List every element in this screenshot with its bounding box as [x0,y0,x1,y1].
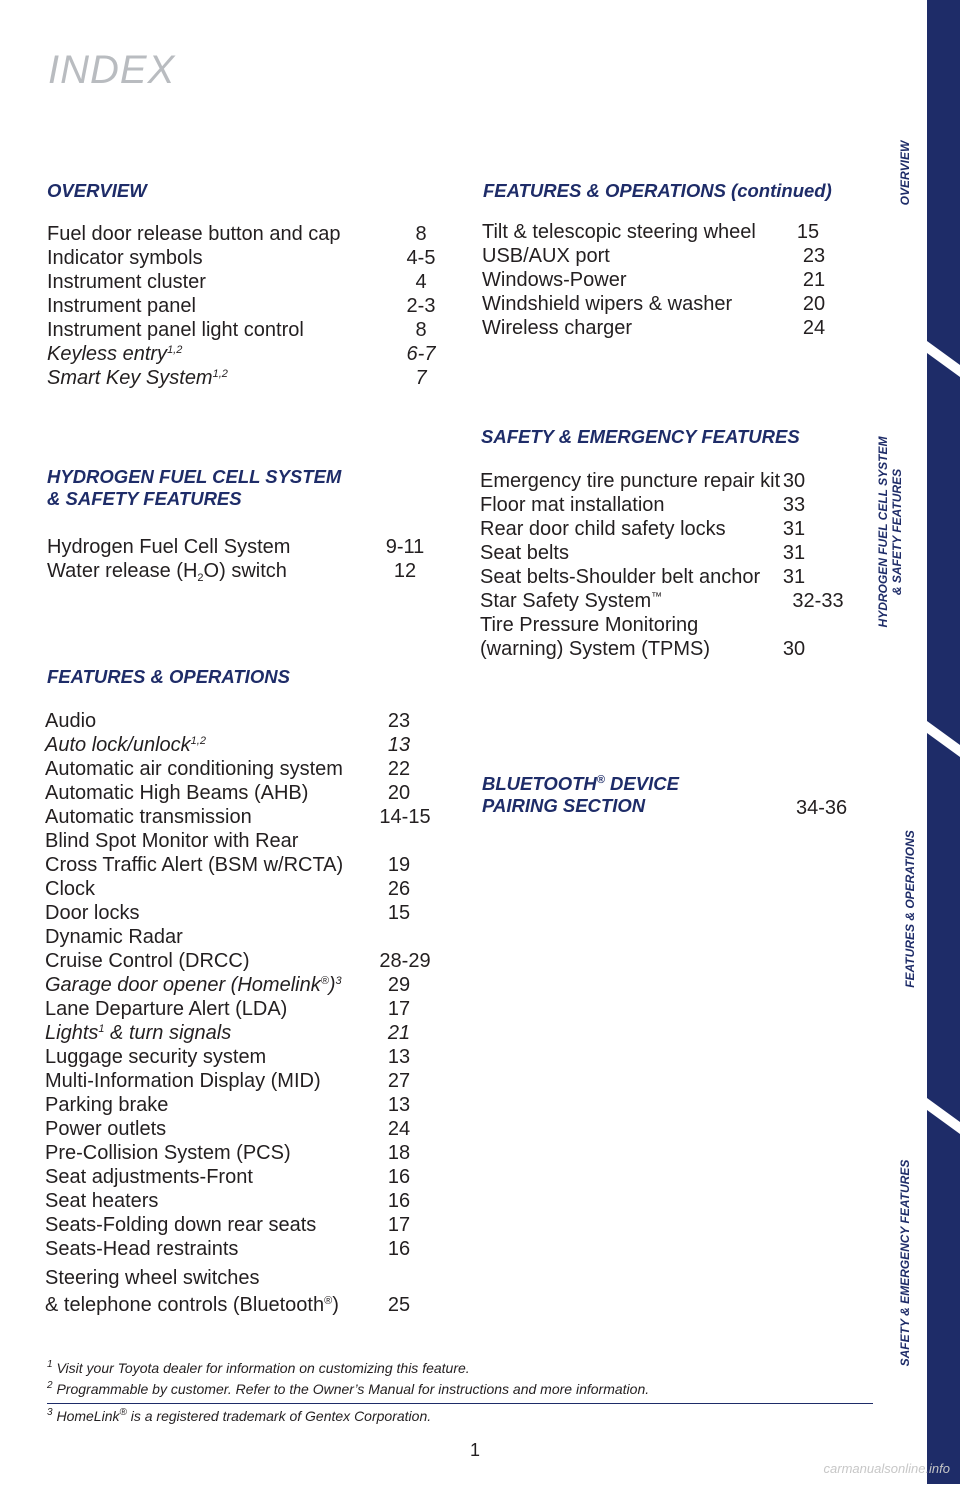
list-item: Pre-Collision System (PCS) 18 [45,1142,411,1164]
overview-list [47,222,447,390]
list-item: Power outlets 24 [45,1118,411,1140]
list-item: Seat adjustments-Front 16 [45,1166,411,1188]
item-page: 9-11 [385,536,425,558]
list-item: Multi-Information Display (MID) 27 [45,1070,411,1092]
item-page: 2-3 [406,295,436,317]
item-page: 6-7 [406,343,436,365]
item-label: Keyless entry$^{1,2}$ [47,343,183,365]
page-number: 1 [470,1440,481,1460]
list-item: Audio 23 [45,710,411,732]
item-label: Hydrogen Fuel Cell System [47,536,291,558]
footnote-1: $^1$ Visit your Toyota dealer for information on customizing this feature. [47,1359,470,1376]
tab-features-operations[interactable]: FEATURES & OPERATIONS [903,830,917,988]
list-item [47,270,447,294]
page-title: INDEX [48,48,176,92]
list-item: Star Safety System™ 32-33 [480,590,844,612]
safety-heading: SAFETY & EMERGENCY FEATURES [481,426,800,447]
footnote-divider [47,1403,873,1404]
list-item: Clock 26 [45,878,411,900]
features-continued-list [482,220,882,340]
list-item: Cross Traffic Alert (BSM w/RCTA) 19 [45,854,411,876]
bluetooth-heading: BLUETOOTH® DEVICE PAIRING SECTION [482,773,679,816]
list-item: Lights$^1$ & turn signals 21 [45,1022,411,1044]
item-label: Water release $(H_2O)$ switch [47,560,287,584]
list-item: Automatic High Beams (AHB) 20 [45,782,411,804]
sidebar-tabs [927,0,960,1484]
tab-overview[interactable]: OVERVIEW [898,140,912,206]
fuel-cell-list [47,535,447,583]
item-label: Instrument cluster [47,271,206,293]
list-item: Lane Departure Alert (LDA) 17 [45,998,411,1020]
list-item: Garage door opener (Homelink®)$^3$ 29 [45,974,411,996]
list-item: Seat heaters 16 [45,1190,411,1212]
watermark: carmanualsonline.info [823,1461,950,1476]
item-page: 7 [415,367,427,389]
list-item [47,246,447,270]
list-item: Windshield wipers & washer 20 [482,293,826,315]
sidebar-background [927,0,960,1484]
list-item: Wireless charger 24 [482,317,826,339]
list-item: Parking brake 13 [45,1094,411,1116]
list-item: Steering wheel switches [45,1267,260,1289]
list-item: Cruise Control (DRCC) 28-29 [45,950,431,972]
list-item: Luggage security system 13 [45,1046,411,1068]
list-item: Seats-Head restraints 16 [45,1238,411,1260]
item-page: 8 [415,319,427,341]
item-label: Instrument panel light control [47,319,304,341]
list-item [47,222,447,246]
list-item: Rear door child safety locks 31 [480,518,806,540]
features-list [45,709,445,1315]
list-item: Floor mat installation 33 [480,494,806,516]
item-page: 8 [415,223,427,245]
features-heading: FEATURES & OPERATIONS [47,666,290,687]
item-label: Indicator symbols [47,247,203,269]
list-item [47,342,447,366]
list-item: Emergency tire puncture repair kit 30 [480,470,806,492]
item-label: Instrument panel [47,295,196,317]
tab-hydrogen-fuel-cell[interactable]: HYDROGEN FUEL CELL SYSTEM & SAFETY FEATURES [876,436,904,628]
list-item: Tire Pressure Monitoring [480,614,699,636]
list-item: Automatic air conditioning system 22 [45,758,411,780]
list-item: & telephone controls (Bluetooth®) 25 [45,1294,411,1316]
fuel-cell-heading: HYDROGEN FUEL CELL SYSTEM & SAFETY FEATURES [47,466,342,509]
list-item: Seat belts-Shoulder belt anchor 31 [480,566,806,588]
footnote-3: $^3$ HomeLink® is a registered trademark of Gentex Corporation. [47,1407,432,1424]
item-page: 12 [393,560,417,582]
list-item: Door locks 15 [45,902,411,924]
list-item: Seat belts 31 [480,542,806,564]
list-item: USB/AUX port 23 [482,245,826,267]
list-item: Windows-Power 21 [482,269,826,291]
list-item: (warning) System (TPMS) 30 [480,638,806,660]
list-item: Auto lock/unlock$^{1,2}$ 13 [45,734,411,756]
footnotes [47,1358,877,1427]
list-item [47,366,447,390]
list-item: Tilt & telescopic steering wheel 15 [482,221,820,243]
list-item: Dynamic Radar [45,926,183,948]
list-item [47,559,447,583]
overview-heading: OVERVIEW [47,180,147,201]
item-page: 4-5 [406,247,436,269]
safety-list [480,469,880,661]
list-item: Automatic transmission 14-15 [45,806,431,828]
list-item: Seats-Folding down rear seats 17 [45,1214,411,1236]
list-item: Blind Spot Monitor with Rear [45,830,299,852]
list-item [47,535,447,559]
list-item [47,294,447,318]
item-label: Fuel door release button and cap [47,223,341,245]
tab-safety-emergency[interactable]: SAFETY & EMERGENCY FEATURES [898,1159,912,1367]
list-item [47,318,447,342]
item-label: Smart Key System$^{1,2}$ [47,367,228,389]
item-page: 4 [415,271,427,293]
footnote-2: $^2$ Programmable by customer. Refer to the Owner’s Manual for instructions and more information. [47,1380,650,1397]
bluetooth-page: 34-36 [796,797,848,819]
features-continued-heading: FEATURES & OPERATIONS (continued) [483,180,832,201]
